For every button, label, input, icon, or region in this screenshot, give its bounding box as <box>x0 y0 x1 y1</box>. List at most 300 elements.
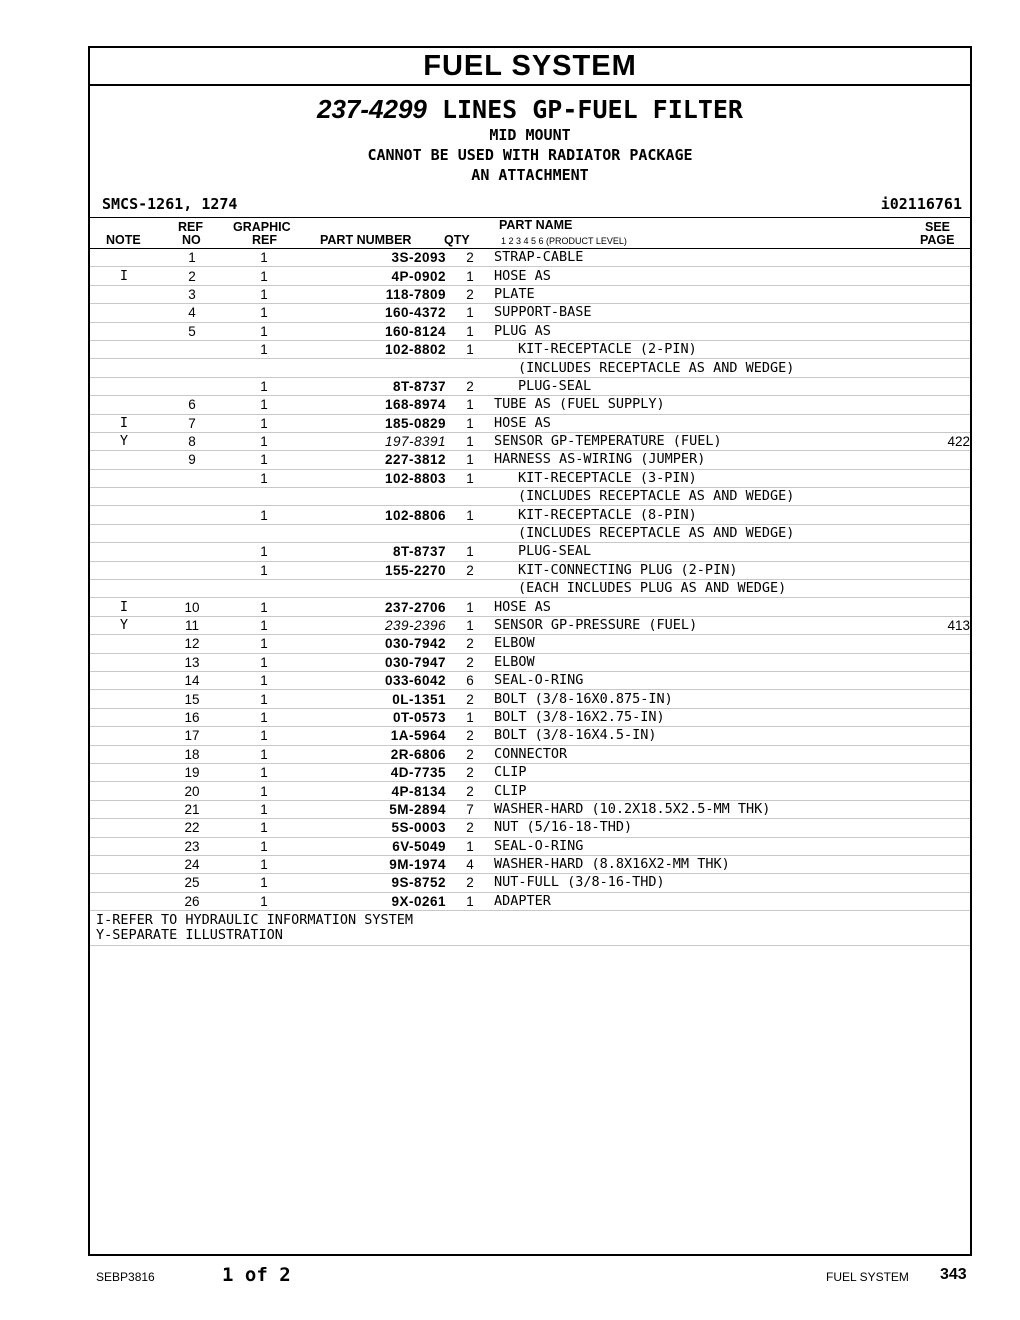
qty-cell: 1 <box>446 432 494 450</box>
qty-cell: 2 <box>446 285 494 303</box>
part-name-cell: ELBOW <box>494 653 896 671</box>
qty-cell: 1 <box>446 451 494 469</box>
part-name-cell: CLIP <box>494 763 896 781</box>
table-row <box>90 561 970 579</box>
page-of: 1 of 2 <box>222 1264 291 1286</box>
part-name-cell: SENSOR GP-TEMPERATURE (FUEL) <box>494 432 896 450</box>
part-number-cell[interactable]: 168-8974 <box>302 396 446 414</box>
see-page-cell <box>896 598 970 616</box>
ref-no-cell <box>158 488 226 506</box>
note-cell <box>90 249 158 267</box>
note-cell <box>90 488 158 506</box>
part-number-cell[interactable]: 8T-8737 <box>302 543 446 561</box>
part-name-cell: CLIP <box>494 782 896 800</box>
table-row <box>90 690 970 708</box>
ref-no-cell <box>158 524 226 542</box>
table-row <box>90 414 970 432</box>
graphic-ref-cell: 1 <box>226 414 302 432</box>
see-page-cell <box>896 763 970 781</box>
graphic-ref-cell: 1 <box>226 763 302 781</box>
table-row <box>90 340 970 358</box>
table-row <box>90 708 970 726</box>
see-page-cell <box>896 396 970 414</box>
see-page-cell <box>896 874 970 892</box>
graphic-ref-cell: 1 <box>226 690 302 708</box>
table-row <box>90 763 970 781</box>
col-ref-bottom: NO <box>182 233 201 247</box>
group-header <box>90 86 970 185</box>
ref-no-cell <box>158 377 226 395</box>
note-cell: Y <box>90 432 158 450</box>
graphic-ref-cell: 1 <box>226 727 302 745</box>
see-page-cell <box>896 708 970 726</box>
table-row <box>90 782 970 800</box>
ref-no-cell <box>158 506 226 524</box>
note-cell <box>90 359 158 377</box>
ref-no-cell <box>158 580 226 598</box>
part-number-cell[interactable]: 160-4372 <box>302 304 446 322</box>
part-name-cell: SENSOR GP-PRESSURE (FUEL) <box>494 616 896 634</box>
table-row <box>90 432 970 450</box>
ref-no-cell: 25 <box>158 874 226 892</box>
graphic-ref-cell <box>226 359 302 377</box>
ref-no-cell: 9 <box>158 451 226 469</box>
graphic-ref-cell: 1 <box>226 653 302 671</box>
part-name-cell: BOLT (3/8-16X4.5-IN) <box>494 727 896 745</box>
graphic-ref-cell: 1 <box>226 837 302 855</box>
graphic-ref-cell: 1 <box>226 598 302 616</box>
see-page-cell <box>896 561 970 579</box>
note-cell <box>90 892 158 910</box>
ref-no-cell <box>158 543 226 561</box>
ref-no-cell: 15 <box>158 690 226 708</box>
table-row <box>90 377 970 395</box>
ref-no-cell: 13 <box>158 653 226 671</box>
col-product-level: 1 2 3 4 5 6 (PRODUCT LEVEL) <box>501 236 627 246</box>
graphic-ref-cell: 1 <box>226 892 302 910</box>
page-footer <box>0 1264 1020 1294</box>
see-page-cell <box>896 800 970 818</box>
table-row <box>90 837 970 855</box>
graphic-ref-cell: 1 <box>226 451 302 469</box>
table-row <box>90 598 970 616</box>
table-row <box>90 800 970 818</box>
qty-cell: 2 <box>446 249 494 267</box>
part-name-cell: (EACH INCLUDES PLUG AS AND WEDGE) <box>494 580 896 598</box>
note-cell <box>90 708 158 726</box>
see-page-cell <box>896 249 970 267</box>
table-row <box>90 616 970 634</box>
col-ref-top: REF <box>178 220 203 234</box>
graphic-ref-cell: 1 <box>226 635 302 653</box>
part-number-cell[interactable]: 6V-5049 <box>302 837 446 855</box>
graphic-ref-cell: 1 <box>226 782 302 800</box>
table-row <box>90 524 970 542</box>
see-page-cell <box>896 855 970 873</box>
part-number-cell[interactable]: 9M-1974 <box>302 855 446 873</box>
part-name-cell: (INCLUDES RECEPTACLE AS AND WEDGE) <box>494 488 896 506</box>
graphic-ref-cell <box>226 524 302 542</box>
qty-cell: 2 <box>446 653 494 671</box>
qty-cell: 1 <box>446 616 494 634</box>
part-name-cell: KIT-RECEPTACLE (8-PIN) <box>494 506 896 524</box>
note-cell <box>90 377 158 395</box>
see-page-cell[interactable]: 413 <box>896 616 970 634</box>
graphic-ref-cell: 1 <box>226 855 302 873</box>
note-cell <box>90 322 158 340</box>
qty-cell: 2 <box>446 377 494 395</box>
graphic-ref-cell: 1 <box>226 396 302 414</box>
part-name-cell: BOLT (3/8-16X2.75-IN) <box>494 708 896 726</box>
qty-cell: 2 <box>446 819 494 837</box>
note-cell <box>90 727 158 745</box>
table-row <box>90 653 970 671</box>
col-part-number: PART NUMBER <box>320 233 412 247</box>
ref-no-cell: 5 <box>158 322 226 340</box>
part-number-cell[interactable]: 160-8124 <box>302 322 446 340</box>
parts-page-frame <box>88 46 972 1256</box>
see-page-cell <box>896 377 970 395</box>
qty-cell <box>446 524 494 542</box>
see-page-cell <box>896 671 970 689</box>
qty-cell: 1 <box>446 506 494 524</box>
graphic-ref-cell: 1 <box>226 874 302 892</box>
col-part-name: PART NAME <box>499 218 573 232</box>
part-number-cell[interactable]: 5M-2894 <box>302 800 446 818</box>
ref-no-cell: 4 <box>158 304 226 322</box>
ref-no-cell: 16 <box>158 708 226 726</box>
part-name-cell: PLUG-SEAL <box>494 543 896 561</box>
note-cell <box>90 819 158 837</box>
qty-cell <box>446 488 494 506</box>
qty-cell <box>446 359 494 377</box>
graphic-ref-cell: 1 <box>226 800 302 818</box>
qty-cell: 1 <box>446 322 494 340</box>
note-cell <box>90 635 158 653</box>
note-cell <box>90 340 158 358</box>
note-cell: I <box>90 598 158 616</box>
note-cell <box>90 304 158 322</box>
graphic-ref-cell: 1 <box>226 708 302 726</box>
part-number-cell[interactable]: 4P-8134 <box>302 782 446 800</box>
part-number-cell[interactable]: 3S-2093 <box>302 249 446 267</box>
graphic-ref-cell: 1 <box>226 377 302 395</box>
footnote-y: Y-SEPARATE ILLUSTRATION <box>96 927 283 944</box>
part-number-cell[interactable]: 0L-1351 <box>302 690 446 708</box>
part-number-cell[interactable]: 030-7947 <box>302 653 446 671</box>
qty-cell: 1 <box>446 837 494 855</box>
graphic-ref-cell: 1 <box>226 322 302 340</box>
group-name: LINES GP-FUEL FILTER <box>441 95 743 124</box>
table-row <box>90 451 970 469</box>
see-page-cell <box>896 580 970 598</box>
graphic-ref-cell: 1 <box>226 561 302 579</box>
table-row <box>90 580 970 598</box>
part-name-cell: (INCLUDES RECEPTACLE AS AND WEDGE) <box>494 359 896 377</box>
page-number: 343 <box>940 1266 967 1283</box>
section-title: FUEL SYSTEM <box>90 48 970 86</box>
part-name-cell: PLATE <box>494 285 896 303</box>
part-name-cell: ELBOW <box>494 635 896 653</box>
qty-cell: 2 <box>446 561 494 579</box>
see-page-cell <box>896 543 970 561</box>
note-cell <box>90 543 158 561</box>
part-name-cell: STRAP-CABLE <box>494 249 896 267</box>
part-number-cell[interactable]: 0T-0573 <box>302 708 446 726</box>
group-subtitle-3: AN ATTACHMENT <box>471 166 589 184</box>
part-number-cell[interactable]: 9S-8752 <box>302 874 446 892</box>
see-page-cell <box>896 488 970 506</box>
part-name-cell: SEAL-O-RING <box>494 837 896 855</box>
ref-no-cell: 8 <box>158 432 226 450</box>
qty-cell: 1 <box>446 708 494 726</box>
group-subtitle-2: CANNOT BE USED WITH RADIATOR PACKAGE <box>367 146 693 164</box>
table-row <box>90 322 970 340</box>
part-number-cell <box>302 580 446 598</box>
qty-cell: 1 <box>446 543 494 561</box>
see-page-cell <box>896 322 970 340</box>
part-name-cell: KIT-RECEPTACLE (3-PIN) <box>494 469 896 487</box>
graphic-ref-cell: 1 <box>226 249 302 267</box>
graphic-ref-cell: 1 <box>226 671 302 689</box>
ref-no-cell: 1 <box>158 249 226 267</box>
ref-no-cell: 18 <box>158 745 226 763</box>
ref-no-cell: 2 <box>158 267 226 285</box>
col-qty: QTY <box>444 233 470 247</box>
qty-cell: 2 <box>446 874 494 892</box>
graphic-ref-cell: 1 <box>226 506 302 524</box>
qty-cell <box>446 580 494 598</box>
see-page-cell <box>896 340 970 358</box>
part-number-cell[interactable]: 102-8802 <box>302 340 446 358</box>
qty-cell: 1 <box>446 304 494 322</box>
part-name-cell: CONNECTOR <box>494 745 896 763</box>
ref-no-cell <box>158 469 226 487</box>
note-cell <box>90 855 158 873</box>
parts-table <box>90 249 970 911</box>
table-row <box>90 635 970 653</box>
see-page-cell <box>896 267 970 285</box>
graphic-ref-cell <box>226 488 302 506</box>
ref-no-cell: 26 <box>158 892 226 910</box>
part-name-cell: KIT-CONNECTING PLUG (2-PIN) <box>494 561 896 579</box>
table-row <box>90 267 970 285</box>
part-number-cell[interactable]: 197-8391 <box>302 432 446 450</box>
ref-no-cell: 7 <box>158 414 226 432</box>
qty-cell: 1 <box>446 469 494 487</box>
see-page-cell <box>896 819 970 837</box>
ref-no-cell: 22 <box>158 819 226 837</box>
part-number-cell[interactable]: 9X-0261 <box>302 892 446 910</box>
see-page-cell <box>896 304 970 322</box>
col-note: NOTE <box>106 233 141 247</box>
part-name-cell: SUPPORT-BASE <box>494 304 896 322</box>
note-cell <box>90 285 158 303</box>
see-page-cell <box>896 469 970 487</box>
col-graphic-top: GRAPHIC <box>233 220 291 234</box>
part-number-cell[interactable]: 102-8803 <box>302 469 446 487</box>
table-row <box>90 506 970 524</box>
table-row <box>90 488 970 506</box>
table-row <box>90 249 970 267</box>
ref-no-cell: 12 <box>158 635 226 653</box>
see-page-cell <box>896 745 970 763</box>
qty-cell: 4 <box>446 855 494 873</box>
see-page-cell <box>896 782 970 800</box>
part-number-cell[interactable]: 118-7809 <box>302 285 446 303</box>
group-number[interactable]: 237-4299 <box>317 94 427 124</box>
ref-no-cell: 6 <box>158 396 226 414</box>
see-page-cell <box>896 837 970 855</box>
table-row <box>90 819 970 837</box>
footnotes <box>90 911 970 946</box>
graphic-ref-cell <box>226 580 302 598</box>
qty-cell: 2 <box>446 727 494 745</box>
note-cell: Y <box>90 616 158 634</box>
part-number-cell <box>302 488 446 506</box>
note-cell <box>90 837 158 855</box>
qty-cell: 6 <box>446 671 494 689</box>
part-name-cell: WASHER-HARD (10.2X18.5X2.5-MM THK) <box>494 800 896 818</box>
illustration-id: i02116761 <box>880 195 962 213</box>
table-row <box>90 671 970 689</box>
col-see-bottom: PAGE <box>920 233 955 247</box>
note-cell: I <box>90 267 158 285</box>
ref-no-cell: 19 <box>158 763 226 781</box>
note-cell <box>90 396 158 414</box>
note-cell <box>90 671 158 689</box>
part-number-cell[interactable]: 030-7942 <box>302 635 446 653</box>
group-subtitle-1: MID MOUNT <box>489 126 571 144</box>
note-cell <box>90 874 158 892</box>
part-name-cell: HOSE AS <box>494 598 896 616</box>
col-graphic-bottom: REF <box>252 233 277 247</box>
part-number-cell[interactable]: 227-3812 <box>302 451 446 469</box>
graphic-ref-cell: 1 <box>226 267 302 285</box>
see-page-cell <box>896 690 970 708</box>
graphic-ref-cell: 1 <box>226 469 302 487</box>
part-number-cell[interactable]: 5S-0003 <box>302 819 446 837</box>
note-cell <box>90 653 158 671</box>
ref-no-cell: 3 <box>158 285 226 303</box>
col-see-top: SEE <box>925 220 951 234</box>
see-page-cell <box>896 451 970 469</box>
qty-cell: 7 <box>446 800 494 818</box>
see-page-cell <box>896 892 970 910</box>
graphic-ref-cell: 1 <box>226 745 302 763</box>
table-row <box>90 304 970 322</box>
qty-cell: 1 <box>446 267 494 285</box>
table-row <box>90 359 970 377</box>
part-number-cell[interactable]: 033-6042 <box>302 671 446 689</box>
part-number-cell[interactable]: 155-2270 <box>302 561 446 579</box>
part-number-cell[interactable]: 239-2396 <box>302 616 446 634</box>
see-page-cell <box>896 727 970 745</box>
part-name-cell: NUT (5/16-18-THD) <box>494 819 896 837</box>
note-cell <box>90 561 158 579</box>
column-header <box>90 218 970 249</box>
smcs-codes: SMCS-1261, 1274 <box>102 195 238 213</box>
graphic-ref-cell: 1 <box>226 285 302 303</box>
ref-no-cell: 23 <box>158 837 226 855</box>
table-row <box>90 745 970 763</box>
part-number-cell <box>302 524 446 542</box>
see-page-cell <box>896 506 970 524</box>
table-row <box>90 874 970 892</box>
see-page-cell <box>896 653 970 671</box>
note-cell <box>90 782 158 800</box>
note-cell <box>90 469 158 487</box>
see-page-cell <box>896 359 970 377</box>
part-number-cell[interactable]: 4D-7735 <box>302 763 446 781</box>
smcs-row <box>90 191 970 218</box>
note-cell <box>90 690 158 708</box>
note-cell <box>90 506 158 524</box>
table-row <box>90 469 970 487</box>
ref-no-cell: 20 <box>158 782 226 800</box>
note-cell <box>90 580 158 598</box>
part-number-cell[interactable]: 1A-5964 <box>302 727 446 745</box>
qty-cell: 2 <box>446 635 494 653</box>
part-number-cell[interactable]: 185-0829 <box>302 414 446 432</box>
qty-cell: 1 <box>446 396 494 414</box>
table-row <box>90 285 970 303</box>
qty-cell: 1 <box>446 598 494 616</box>
ref-no-cell: 14 <box>158 671 226 689</box>
part-number-cell[interactable]: 8T-8737 <box>302 377 446 395</box>
see-page-cell <box>896 414 970 432</box>
part-name-cell: WASHER-HARD (8.8X16X2-MM THK) <box>494 855 896 873</box>
note-cell <box>90 800 158 818</box>
table-row <box>90 892 970 910</box>
table-row <box>90 396 970 414</box>
graphic-ref-cell: 1 <box>226 543 302 561</box>
graphic-ref-cell: 1 <box>226 432 302 450</box>
part-number-cell[interactable]: 102-8806 <box>302 506 446 524</box>
ref-no-cell: 21 <box>158 800 226 818</box>
part-number-cell[interactable]: 237-2706 <box>302 598 446 616</box>
qty-cell: 2 <box>446 745 494 763</box>
qty-cell: 1 <box>446 414 494 432</box>
graphic-ref-cell: 1 <box>226 304 302 322</box>
qty-cell: 1 <box>446 892 494 910</box>
table-row <box>90 855 970 873</box>
part-number-cell[interactable]: 4P-0902 <box>302 267 446 285</box>
part-name-cell: HARNESS AS-WIRING (JUMPER) <box>494 451 896 469</box>
ref-no-cell <box>158 359 226 377</box>
ref-no-cell <box>158 561 226 579</box>
qty-cell: 1 <box>446 340 494 358</box>
graphic-ref-cell: 1 <box>226 340 302 358</box>
see-page-cell[interactable]: 422 <box>896 432 970 450</box>
document-number: SEBP3816 <box>96 1270 155 1284</box>
part-name-cell: HOSE AS <box>494 414 896 432</box>
ref-no-cell: 11 <box>158 616 226 634</box>
part-name-cell: NUT-FULL (3/8-16-THD) <box>494 874 896 892</box>
group-title <box>90 94 970 125</box>
table-row <box>90 727 970 745</box>
part-name-cell: KIT-RECEPTACLE (2-PIN) <box>494 340 896 358</box>
footer-section: FUEL SYSTEM <box>826 1270 909 1284</box>
part-name-cell: SEAL-O-RING <box>494 671 896 689</box>
graphic-ref-cell: 1 <box>226 616 302 634</box>
part-name-cell: PLUG-SEAL <box>494 377 896 395</box>
see-page-cell <box>896 285 970 303</box>
note-cell <box>90 524 158 542</box>
ref-no-cell: 10 <box>158 598 226 616</box>
part-number-cell[interactable]: 2R-6806 <box>302 745 446 763</box>
qty-cell: 2 <box>446 782 494 800</box>
